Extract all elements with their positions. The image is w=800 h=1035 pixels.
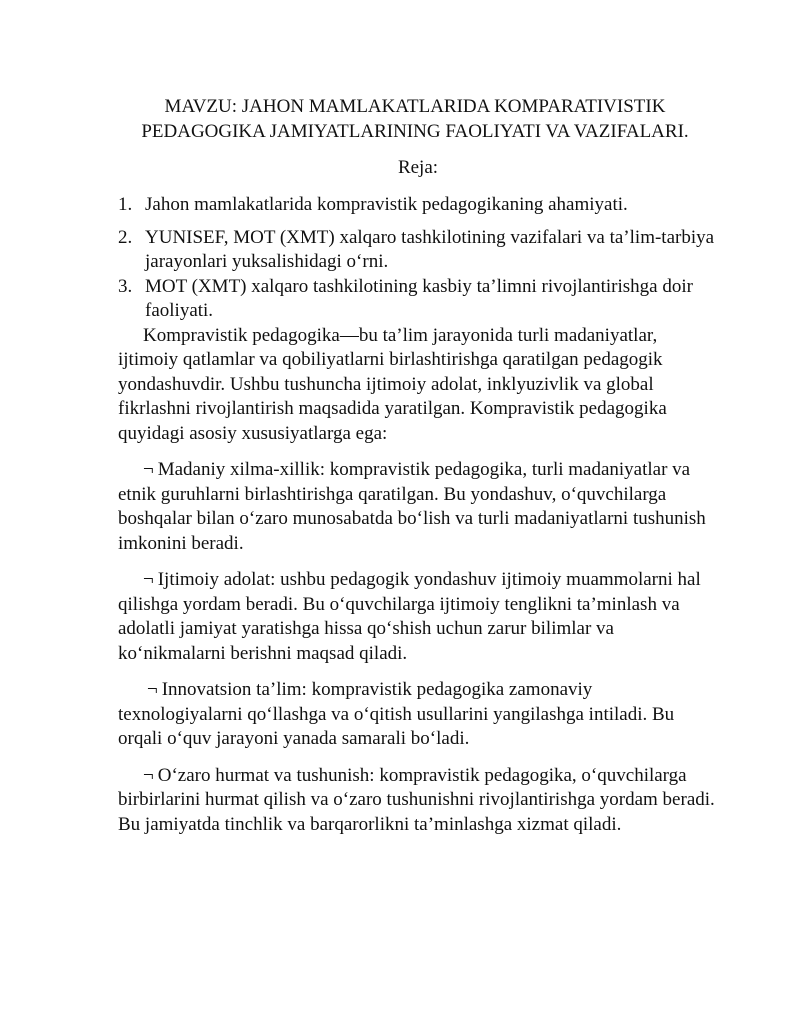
feature-text: O‘zaro hurmat va tushunish: kompravistik pedagogika, o‘quvchilarga birbirlarini hurmat qilish va o‘zaro tushunishni rivojlantirishga yordam beradi. Bu jamiyatda tinchlik va barqarorlikni ta’minlashga xizmat qiladi.: [118, 764, 715, 835]
bullet-mark: ¬: [143, 569, 154, 590]
feature-paragraph: [118, 568, 718, 666]
feature-paragraph: [118, 764, 718, 838]
feature-paragraph: [118, 678, 718, 752]
bullet-mark: ¬: [147, 679, 158, 700]
plan-item-text: Jahon mamlakatlarida kompravistik pedagogikaning ahamiyati.: [145, 194, 628, 215]
plan-item: [118, 275, 718, 324]
bullet-mark: ¬: [143, 459, 154, 480]
plan-item: [118, 226, 718, 275]
plan-list: [118, 193, 718, 324]
feature-text: Madaniy xilma-xillik: kompravistik pedagogika, turli madaniyatlar va etnik guruhlarni birlashtirishga qaratilgan. Bu yondashuv, o‘quvchilarga boshqalar bilan o‘zaro munosabatda bo‘lish va turli madaniyatlarni tushunish imkonini beradi.: [118, 459, 706, 554]
plan-item: [118, 193, 718, 218]
document-page: [118, 94, 718, 837]
plan-heading: Reja:: [397, 157, 439, 178]
feature-text: Innovatsion ta’lim: kompravistik pedagogika zamonaviy texnologiyalarni qo‘llashga va o‘qitish usullarini yangilashga intiladi. Bu orqali o‘quv jarayoni yanada samarali bo‘ladi.: [118, 679, 675, 749]
plan-item-number: 2.: [118, 226, 133, 248]
plan-item-number: 3.: [118, 275, 133, 297]
plan-item-number: 1.: [118, 194, 133, 215]
bullet-mark: ¬: [143, 764, 154, 786]
feature-text: Ijtimoiy adolat: ushbu pedagogik yondashuv ijtimoiy muammolarni hal qilishga yordam beradi. Bu o‘quvchilarga ijtimoiy tenglikni ta’minlash va adolatli jamiyat yaratishga hissa qo‘shish uchun zarur bilimlar va ko‘nikmalarni berishni maqsad qiladi.: [118, 569, 701, 664]
feature-paragraph: [118, 458, 718, 556]
plan-item-text: YUNISEF, MOT (XMT) xalqaro tashkilotining vazifalari va ta’lim-tarbiya jarayonlari yuksalishidagi o‘rni.: [145, 226, 715, 272]
plan-item-text: MOT (XMT) xalqaro tashkilotining kasbiy ta’limni rivojlantirishga doir faoliyati.: [145, 275, 693, 321]
intro-paragraph: Kompravistik pedagogika—bu ta’lim jarayonida turli madaniyatlar, ijtimoiy qatlamlar va qobiliyatlarni birlashtirishga qaratilgan pedagogik yondashuvdir. Ushbu tushuncha ijtimoiy adolat, inklyuzivlik va global fikrlashni rivojlantirish maqsadida yaratilgan. Kompravistik pedagogika quyidagi asosiy xususiyatlarga ega:: [118, 324, 667, 444]
document-title: MAVZU: JAHON MAMLAKATLARIDA KOMPARATIVISTIK PEDAGOGIKA JAMIYATLARINING FAOLIYATI VA VAZIFALARI.: [141, 96, 689, 142]
